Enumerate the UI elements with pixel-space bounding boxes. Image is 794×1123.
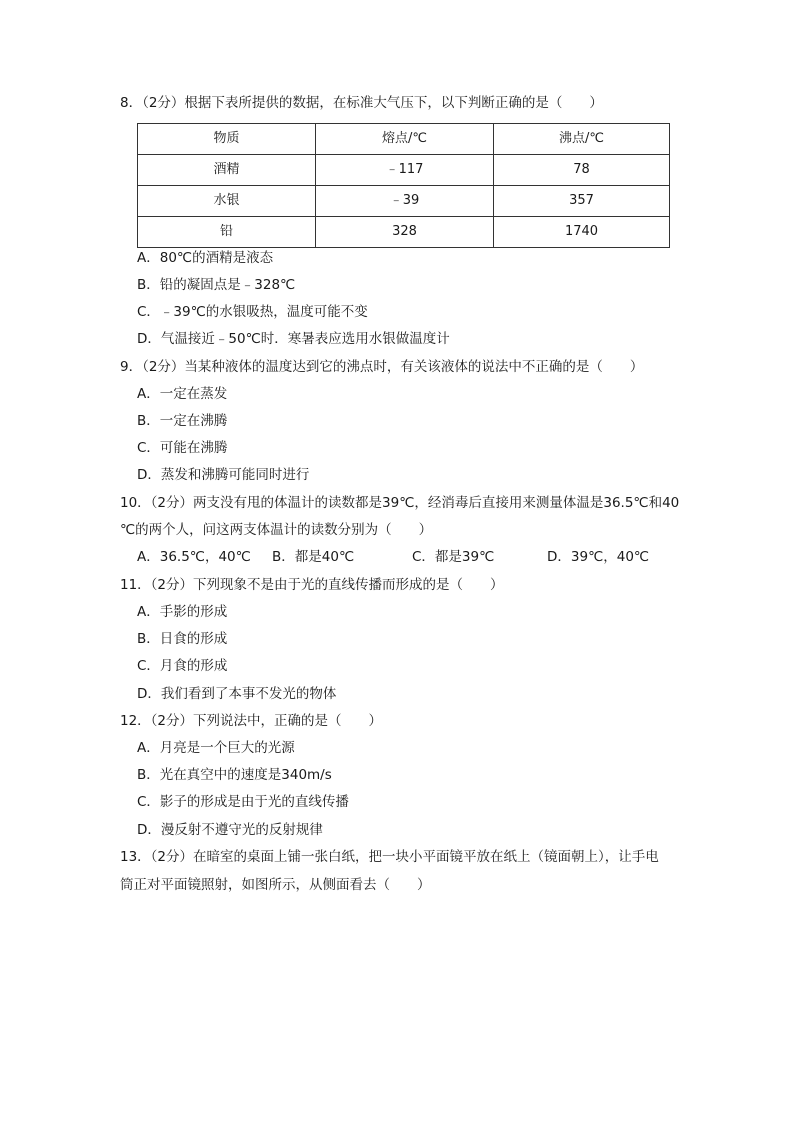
- table-cell: ﹣117: [316, 155, 494, 186]
- table-header-cell: 熔点/℃: [316, 124, 494, 155]
- table-cell: 1740: [494, 217, 670, 248]
- table-cell: 水银: [138, 186, 316, 217]
- question-9-option-c: C．可能在沸腾: [137, 440, 228, 456]
- table-row: [138, 186, 670, 217]
- melting-boiling-table: [137, 123, 670, 248]
- table-cell: 357: [494, 186, 670, 217]
- question-9-stem: 9．（2分）当某种液体的温度达到它的沸点时，有关该液体的说法中不正确的是（ ）: [120, 359, 644, 375]
- question-10-stem-line1: 10．（2分）两支没有甩的体温计的读数都是39℃，经消毒后直接用来测量体温是36.5℃和40: [120, 495, 680, 511]
- table-header-cell: 沸点/℃: [494, 124, 670, 155]
- table-header-row: [138, 124, 670, 155]
- question-10-option-b: B．都是40℃: [272, 549, 355, 565]
- question-10-option-d: D．39℃，40℃: [547, 549, 650, 565]
- question-13-stem-line1: 13．（2分）在暗室的桌面上铺一张白纸，把一块小平面镜平放在纸上（镜面朝上），让手电: [120, 849, 659, 865]
- table-cell: 78: [494, 155, 670, 186]
- table-cell: 铅: [138, 217, 316, 248]
- question-9-option-a: A．一定在蒸发: [137, 386, 228, 402]
- table-row: [138, 155, 670, 186]
- question-8-option-a: A．80℃的酒精是液态: [137, 250, 274, 266]
- question-11-option-a: A．手影的形成: [137, 604, 228, 620]
- table-row: [138, 217, 670, 248]
- question-12-option-b: B．光在真空中的速度是340m/s: [137, 767, 332, 783]
- question-8-option-b: B．铅的凝固点是﹣328℃: [137, 277, 296, 293]
- table-header-cell: 物质: [138, 124, 316, 155]
- question-8-option-d: D．气温接近﹣50℃时．寒暑表应选用水银做温度计: [137, 331, 450, 347]
- question-8-stem: 8．（2分）根据下表所提供的数据，在标准大气压下，以下判断正确的是（ ）: [120, 95, 603, 111]
- question-13-stem-line2: 筒正对平面镜照射，如图所示，从侧面看去（ ）: [120, 877, 431, 893]
- table-cell: 328: [316, 217, 494, 248]
- question-9-option-d: D．蒸发和沸腾可能同时进行: [137, 467, 310, 483]
- question-10-option-a: A．36.5℃，40℃: [137, 549, 251, 565]
- question-12-option-a: A．月亮是一个巨大的光源: [137, 740, 295, 756]
- question-12-option-d: D．漫反射不遵守光的反射规律: [137, 822, 323, 838]
- question-8-option-c: C．﹣39℃的水银吸热，温度可能不变: [137, 304, 368, 320]
- question-9-option-b: B．一定在沸腾: [137, 413, 228, 429]
- question-12-stem: 12．（2分）下列说法中，正确的是（ ）: [120, 713, 383, 729]
- question-11-option-b: B．日食的形成: [137, 631, 228, 647]
- question-10-option-c: C．都是39℃: [412, 549, 495, 565]
- question-11-option-c: C．月食的形成: [137, 658, 228, 674]
- table-cell: ﹣39: [316, 186, 494, 217]
- question-11-stem: 11．（2分）下列现象不是由于光的直线传播而形成的是（ ）: [120, 577, 504, 593]
- table-cell: 酒精: [138, 155, 316, 186]
- question-12-option-c: C．影子的形成是由于光的直线传播: [137, 794, 349, 810]
- question-11-option-d: D．我们看到了本事不发光的物体: [137, 686, 337, 702]
- question-10-stem-line2: ℃的两个人，问这两支体温计的读数分别为（ ）: [120, 522, 433, 538]
